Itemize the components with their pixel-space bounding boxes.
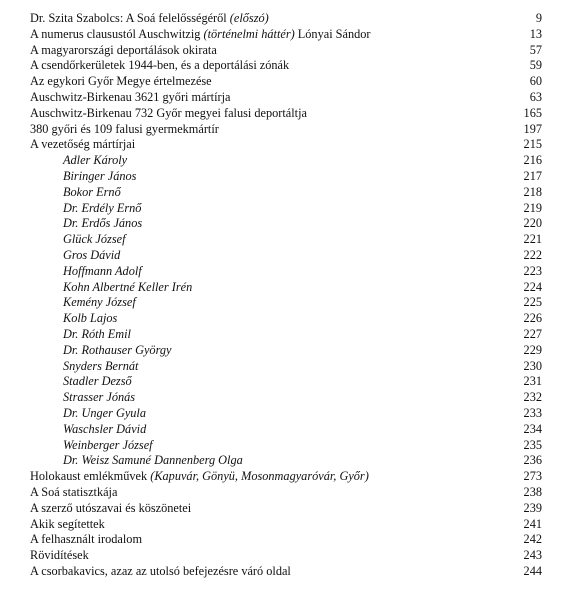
toc-page-number: 60 [529,74,542,89]
toc-page-number: 232 [523,390,542,405]
toc-entry-title [30,327,131,343]
toc-title-italic-segment: Dr. Erdély Ernő [63,200,142,215]
toc-entry [30,74,542,90]
toc-entry-title [30,232,126,248]
toc-title-segment: A Soá statisztkája [30,484,118,499]
toc-entry-title [30,122,219,138]
toc-subentry [30,201,542,217]
toc-entry-title [30,153,127,169]
toc-entry [30,469,542,485]
toc-page-number: 239 [523,500,542,515]
toc-page-number: 223 [523,263,542,278]
toc-entry-title [30,90,230,106]
toc-entry-title [30,343,172,359]
toc-entry-title [30,548,89,564]
toc-title-segment: Auschwitz-Birkenau 732 Győr megyei falusi deportáltja [30,105,307,120]
toc-entry-title [30,359,138,375]
toc-page-number: 219 [523,200,542,215]
toc-page-number: 238 [523,484,542,499]
toc-subentry [30,248,542,264]
toc-title-segment: Rövidítések [30,548,89,563]
toc-page-number: 225 [523,295,542,310]
toc-title-segment: Lónyai Sándor [294,26,371,41]
toc-title-segment: Auschwitz-Birkenau 3621 győri mártírja [30,89,231,104]
toc-subentry [30,359,542,375]
toc-entry [30,501,542,517]
toc-entry-title [30,311,117,327]
toc-title-italic-segment: (előszó) [229,11,269,25]
toc-page-number: 220 [523,216,542,231]
toc-entry-title [30,11,269,27]
toc-page-number: 230 [523,358,542,373]
toc-title-italic-segment: Kolb Lajos [63,311,118,326]
table-of-contents [30,11,542,580]
toc-entry-title [30,106,307,122]
toc-subentry [30,327,542,343]
toc-entry [30,485,542,501]
toc-title-italic-segment: Dr. Weisz Samuné Dannenberg Olga [63,453,243,468]
toc-entry [30,11,542,27]
toc-title-segment: Akik segítettek [30,516,105,531]
toc-entry-title [30,185,121,201]
toc-subentry [30,169,542,185]
toc-entry-title [30,485,117,501]
toc-title-italic-segment: Bokor Ernő [63,184,121,199]
toc-entry [30,548,542,564]
toc-page-number: 227 [523,326,542,341]
toc-entry-title [30,248,120,264]
toc-entry-title [30,374,132,390]
toc-page-number: 13 [529,26,542,41]
toc-entry-title [30,58,289,74]
toc-title-italic-segment: Dr. Unger Gyula [63,405,146,420]
toc-title-italic-segment: Waschsler Dávid [63,421,147,436]
toc-entry [30,564,542,580]
toc-entry-title [30,517,105,533]
toc-entry-title [30,137,135,153]
toc-subentry [30,185,542,201]
toc-title-italic-segment: Dr. Róth Emil [63,326,131,341]
toc-title-segment: A csendőrkerületek 1944-ben, és a deportálási zónák [30,58,290,73]
toc-entry [30,90,542,106]
toc-title-italic-segment: (Kapuvár, Gönyü, Mosonmagyaróvár, Győr) [150,469,369,484]
toc-entry [30,43,542,59]
toc-page-number: 218 [523,184,542,199]
toc-title-segment: 380 győri és 109 falusi gyermekmártír [30,121,219,136]
toc-title-italic-segment: Glück József [63,232,126,247]
toc-subentry [30,422,542,438]
toc-title-segment: A csorbakavics, azaz az utolsó befejezésre váró oldal [30,563,291,578]
toc-entry-title [30,43,217,59]
toc-page-number: 273 [523,469,542,484]
toc-entry-title [30,453,243,469]
toc-title-segment: Holokaust emlékművek [30,469,151,484]
toc-subentry [30,438,542,454]
toc-page-number: 233 [523,405,542,420]
toc-subentry [30,264,542,280]
toc-entry-title [30,280,192,296]
toc-page-number: 241 [523,516,542,531]
toc-entry [30,137,542,153]
toc-entry-title [30,264,142,280]
toc-entry-title [30,295,136,311]
toc-title-segment: A felhasznált irodalom [30,532,143,547]
toc-entry [30,122,542,138]
toc-entry [30,106,542,122]
toc-subentry [30,311,542,327]
toc-page-number: 165 [523,105,542,120]
toc-title-segment: A magyarországi deportálások okirata [30,42,217,57]
toc-page-number: 217 [523,168,542,183]
toc-page-number: 9 [535,11,542,25]
toc-page-number: 242 [523,532,542,547]
toc-page-number: 243 [523,548,542,563]
toc-entry-title [30,501,191,517]
toc-page-number: 231 [523,374,542,389]
toc-title-italic-segment: (történelmi háttér) [203,26,295,41]
toc-entry-title [30,438,153,454]
toc-subentry [30,295,542,311]
toc-page-number: 63 [529,89,542,104]
toc-page-number: 224 [523,279,542,294]
toc-entry [30,517,542,533]
toc-title-segment: Az egykori Győr Megye értelmezése [30,74,212,89]
toc-title-italic-segment: Kohn Albertné Keller Irén [63,279,193,294]
toc-entry [30,532,542,548]
toc-entry-title [30,201,141,217]
toc-page-number: 244 [523,563,542,578]
toc-subentry [30,153,542,169]
toc-entry-title [30,169,136,185]
toc-title-italic-segment: Gros Dávid [63,247,121,262]
toc-title-italic-segment: Biringer János [63,168,137,183]
toc-page-number: 221 [523,232,542,247]
toc-subentry [30,374,542,390]
toc-title-segment: A vezetőség mártírjai [30,137,136,152]
toc-entry-title [30,74,212,90]
toc-title-italic-segment: Weinberger József [63,437,153,452]
toc-entry [30,58,542,74]
toc-entry-title [30,27,371,43]
toc-subentry [30,453,542,469]
toc-entry [30,27,542,43]
toc-page-number: 57 [529,42,542,57]
toc-entry-title [30,216,142,232]
toc-page-number: 229 [523,342,542,357]
toc-entry-title [30,469,369,485]
toc-subentry [30,406,542,422]
toc-page-number: 236 [523,453,542,468]
toc-entry-title [30,564,291,580]
toc-title-segment: A numerus clausustól Auschwitzig [30,26,204,41]
toc-page-number: 235 [523,437,542,452]
toc-title-italic-segment: Snyders Bernát [63,358,139,373]
toc-page-number: 215 [523,137,542,152]
toc-entry-title [30,406,146,422]
toc-entry-title [30,390,135,406]
toc-title-italic-segment: Adler Károly [63,153,128,168]
toc-subentry [30,390,542,406]
toc-subentry [30,343,542,359]
toc-title-italic-segment: Dr. Erdős János [63,216,143,231]
toc-title-italic-segment: Dr. Rothauser György [63,342,172,357]
toc-page-number: 197 [523,121,542,136]
toc-title-segment: A szerző utószavai és köszönetei [30,500,192,515]
toc-subentry [30,232,542,248]
toc-entry-title [30,532,142,548]
toc-page-number: 226 [523,311,542,326]
toc-page-number: 222 [523,247,542,262]
toc-subentry [30,280,542,296]
toc-page-number: 59 [529,58,542,73]
toc-title-italic-segment: Hoffmann Adolf [63,263,142,278]
toc-page-number: 216 [523,153,542,168]
toc-subentry [30,216,542,232]
toc-page-number: 234 [523,421,542,436]
toc-title-italic-segment: Strasser Jónás [63,390,136,405]
toc-title-italic-segment: Stadler Dezső [63,374,132,389]
toc-title-italic-segment: Kemény József [63,295,136,310]
toc-title-segment: Dr. Szita Szabolcs: A Soá felelősségéről [30,11,230,25]
toc-entry-title [30,422,146,438]
